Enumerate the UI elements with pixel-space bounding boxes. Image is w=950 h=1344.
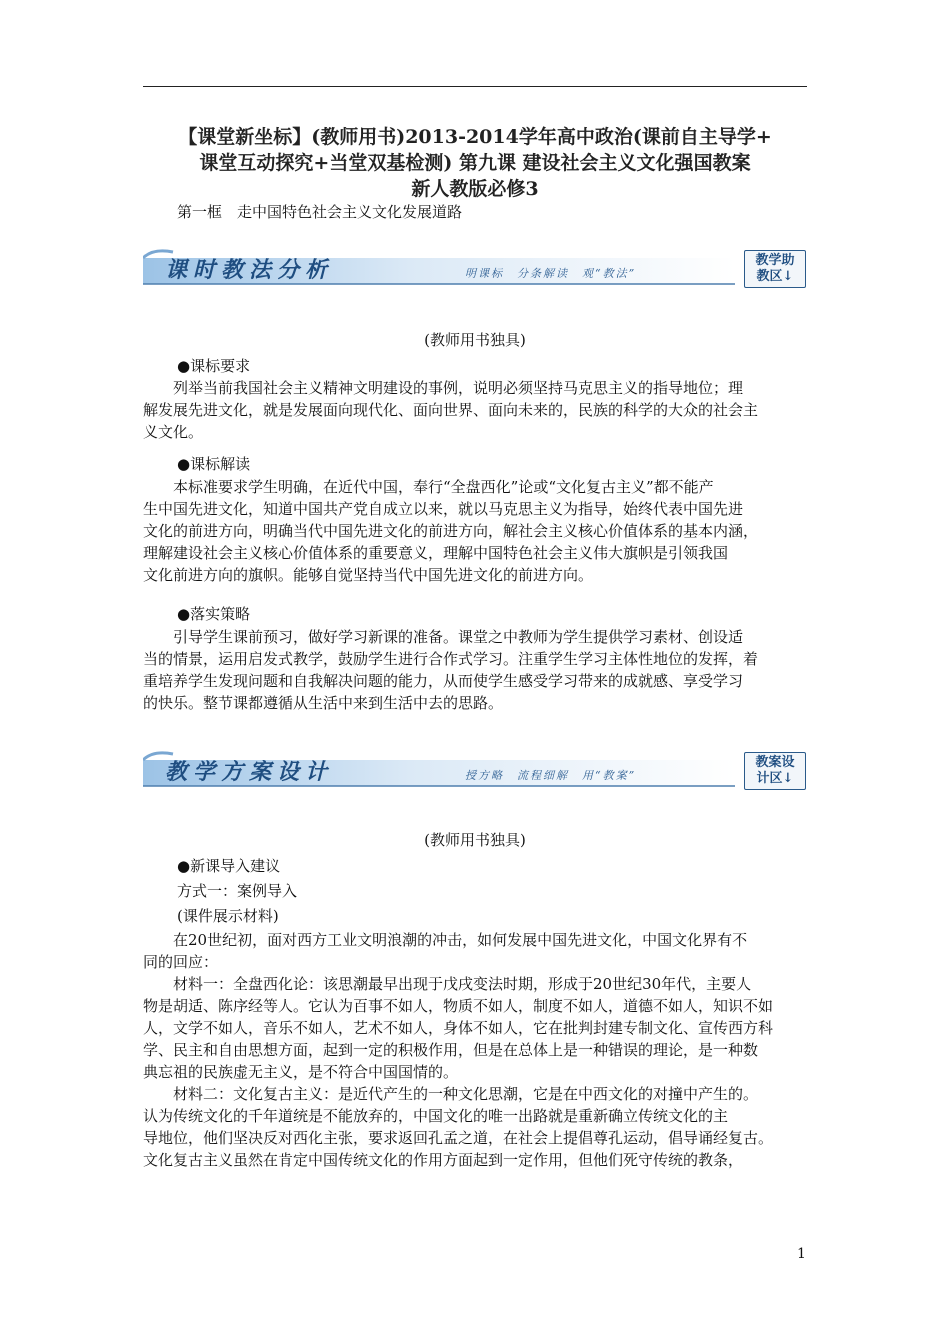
body-line: 本标准要求学生明确，在近代中国，奉行“全盘西化”论或“文化复古主义”都不能产 (143, 478, 714, 496)
title-line-1: 【课堂新坐标】(教师用书)2013-2014学年高中政治(课前自主导学+ (178, 126, 772, 148)
banner-tagline: 授方略 流程细解 用“教案” (465, 769, 637, 782)
body-line: 的快乐。整节课都遵循从生活中来到生活中去的思路。 (143, 694, 504, 712)
teacher-only-note: (教师用书独具) (424, 831, 526, 849)
body-line: 材料二：文化复古主义：是近代产生的一种文化思潮，它是在中西文化的对撞中产生的。 (143, 1085, 759, 1103)
body-line: 重培养学生发现问题和自我解决问题的能力，从而使学生感受学习带来的成就感、享受学习 (143, 672, 744, 690)
banner-title: 教学方案设计 (165, 759, 334, 785)
body-line: 认为传统文化的千年道统是不能放弃的，中国文化的唯一出路就是重新确立传统文化的主 (143, 1107, 729, 1125)
title-line-2: 课堂互动探究+当堂双基检测) 第九课 建设社会主义文化强国教案 (199, 152, 751, 174)
side-box-line-2: 教区↓ (756, 269, 794, 284)
body-line: 物是胡适、陈序经等人。它认为百事不如人，物质不如人，制度不如人，道德不如人，知识不如 (143, 997, 774, 1015)
body-line: 义文化。 (143, 423, 204, 441)
body-line: 学、民主和自由思想方面，起到一定的积极作用，但是在总体上是一种错误的理论，是一种数 (143, 1041, 759, 1059)
body-line: 人，文学不如人，音乐不如人，艺术不如人，身体不如人，它在批判封建专制文化、宣传西方科 (143, 1019, 774, 1037)
body-line: 文化复古主义虽然在肯定中国传统文化的作用方面起到一定作用，但他们死守传统的教条， (143, 1151, 744, 1169)
section-heading-strategy: ●落实策略 (177, 605, 251, 623)
body-line: 文化前进方向的旗帜。能够自觉坚持当代中国先进文化的前进方向。 (143, 566, 594, 584)
document-title (130, 124, 820, 202)
body-line: 典忘祖的民族虚无主义，是不符合中国国情的。 (143, 1063, 459, 1081)
section-heading-standard: ●课标要求 (177, 357, 251, 375)
title-line-3: 新人教版必修3 (411, 178, 539, 200)
section-body-strategy (143, 626, 807, 714)
body-line: 文化的前进方向，明确当代中国先进文化的前进方向，解社会主义核心价值体系的基本内涵， (143, 522, 759, 540)
banner-title: 课时教法分析 (165, 257, 334, 283)
body-line: 引导学生课前预习，做好学习新课的准备。课堂之中教师为学生提供学习素材、创设适 (143, 628, 744, 646)
page-number: 1 (797, 1246, 806, 1262)
section-body-intro (143, 929, 807, 1171)
body-line: 导地位，他们坚决反对西化主张，要求返回孔孟之道，在社会上提倡尊孔运动，倡导诵经复古。 (143, 1129, 774, 1147)
banner-side-box (744, 250, 806, 288)
side-box-line-1: 教学助 (755, 253, 795, 268)
material-note: (课件展示材料) (177, 907, 279, 925)
intro-method: 方式一：案例导入 (177, 882, 298, 900)
lesson-subtitle: 第一框 走中国特色社会主义文化发展道路 (177, 203, 463, 221)
section-heading-interpretation: ●课标解读 (177, 455, 251, 473)
teacher-only-note: (教师用书独具) (424, 331, 526, 349)
body-line: 列举当前我国社会主义精神文明建设的事例，说明必须坚持马克思主义的指导地位；理 (143, 379, 744, 397)
body-line: 解发展先进文化，就是发展面向现代化、面向世界、面向未来的，民族的科学的大众的社会主 (143, 401, 759, 419)
body-line: 理解建设社会主义核心价值体系的重要意义，理解中国特色社会主义伟大旗帜是引领我国 (143, 544, 729, 562)
section-body-interpretation (143, 476, 807, 586)
section-body-standard (143, 377, 807, 443)
top-rule (143, 86, 807, 87)
side-box-line-2: 计区↓ (756, 771, 794, 786)
section-heading-intro: ●新课导入建议 (177, 857, 281, 875)
banner-side-box (744, 752, 806, 790)
banner-tagline: 明课标 分条解读 观“教法” (465, 267, 637, 280)
body-line: 在20世纪初，面对西方工业文明浪潮的冲击，如何发展中国先进文化，中国文化界有不 (143, 931, 748, 949)
side-box-line-1: 教案设 (755, 755, 795, 770)
banner-teaching-design (143, 748, 807, 796)
body-line: 生中国先进文化，知道中国共产党自成立以来，就以马克思主义为指导，始终代表中国先进 (143, 500, 744, 518)
body-line: 同的回应： (143, 953, 219, 971)
body-line: 当的情景，运用启发式教学，鼓励学生进行合作式学习。注重学生学习主体性地位的发挥，着 (143, 650, 759, 668)
banner-lesson-analysis (143, 246, 807, 294)
body-line: 材料一：全盘西化论：该思潮最早出现于戊戌变法时期，形成于20世纪30年代，主要人 (143, 975, 752, 993)
